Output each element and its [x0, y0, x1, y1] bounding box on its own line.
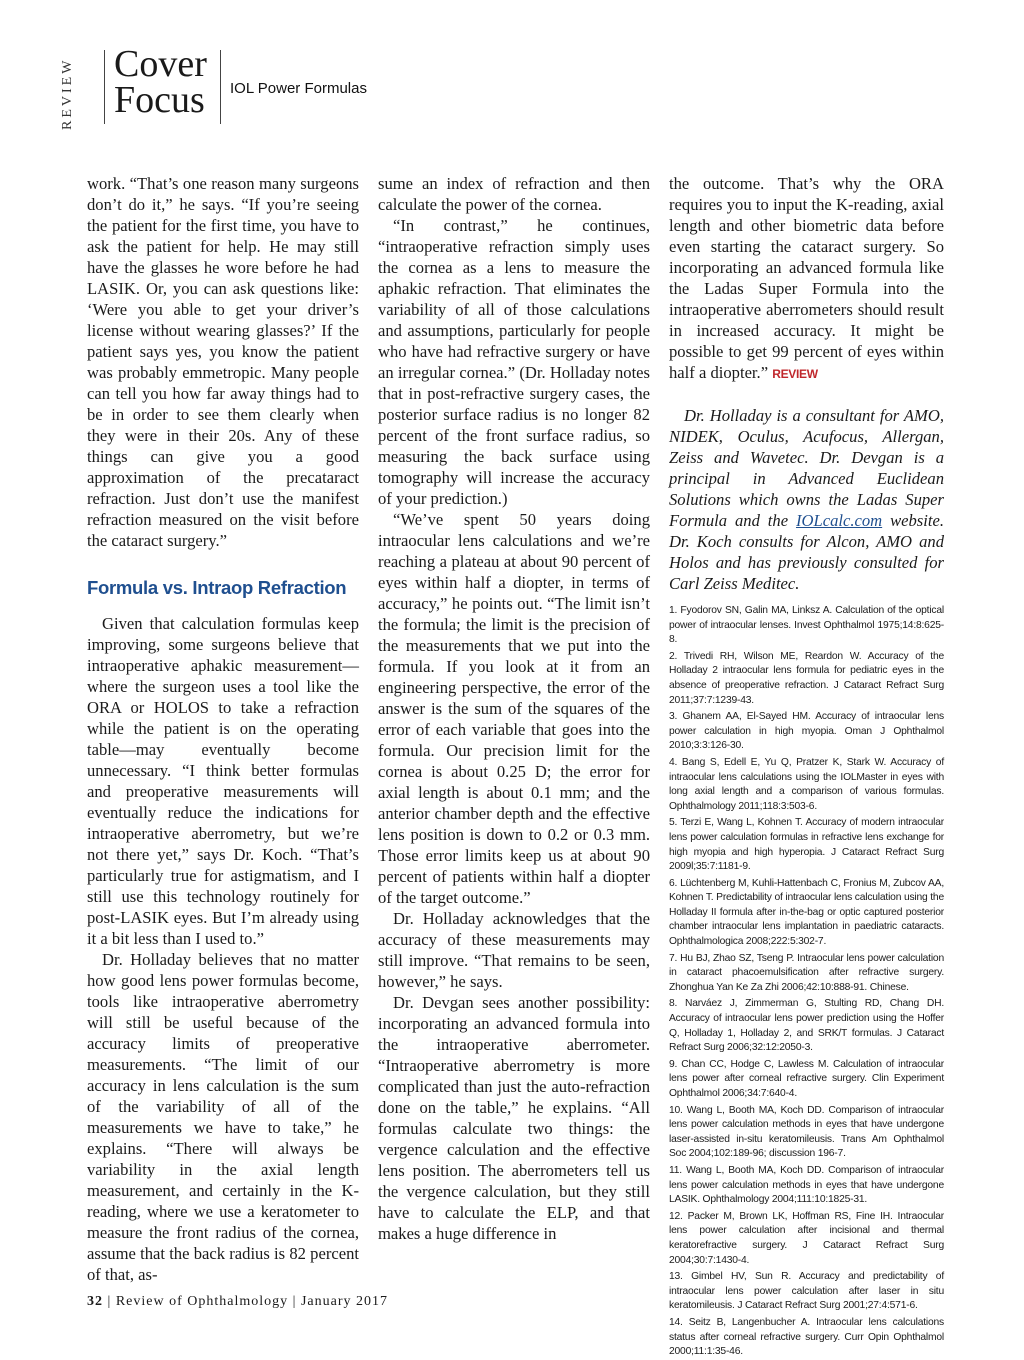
reference-item: 12. Packer M, Brown LK, Hoffman RS, Fine IH. Intraocular lens power calculation after incisional and thermal keratorefractive surgery. J Cataract Refract Surg 2004;30:7:1430-4. [669, 1210, 944, 1266]
disclosure-text: Dr. Holladay is a consultant for AMO, NIDEK, Oculus, Acufocus, Allergan, Zeiss and Wavetec. Dr. Devgan is a principal in Advanced Euclidean Solutions which owns the Ladas Super Formula and the [669, 406, 944, 530]
paragraph: work. “That’s one reason many surgeons don’t do it,” he says. “If you’re seeing the patient for the first time, you have to ask the patient for help. He may still have the glasses he wore before he had LASIK. Or, you can ask questions like: ‘Were you able to get your driver’s license without wearing glasses?’ If the patient says yes, you know the patient was probably emmetropic. Many people can tell you how far away things had to be in order to see them clearly when they were in their 20s. Any of these things can give you a good approximation of the precataract refraction. Just don’t use the manifest refraction measured on the visit before the cataract surgery.” [87, 174, 359, 550]
cover-title-line2: Focus [114, 79, 205, 121]
reference-item: 8. Narváez J, Zimmerman G, Stulting RD, Chang DH. Accuracy of intraocular lens power prediction using the Hoffer Q, Holladay 1, Holladay 2, and SRK/T formulas. J Cataract Refract Surg 2006;32:12:2050-3. [669, 998, 944, 1054]
reference-item: 6. Lüchtenberg M, Kuhli-Hattenbach C, Fronius M, Zubcov AA, Kohnen T. Predictability of intraocular lens calculation using the Holladay II formula after in-the-bag or optic captured posterior chamber intraocular lens implantation in paediatric cataracts. Ophthalmologica 2008;222:5:302-7. [669, 877, 944, 948]
reference-item: 5. Terzi E, Wang L, Kohnen T. Accuracy of modern intraocular lens power calculation formulas in refractive lens exchange for high myopia and high hyperopia. J Cataract Refract Surg 2009l;35:7:1181-9. [669, 817, 944, 873]
paragraph: Dr. Holladay acknowledges that the accuracy of these measurements may still improve. “That remains to be seen, however,” he says. [378, 909, 650, 991]
footer-separator: | [107, 1294, 116, 1309]
iolcalc-link[interactable]: IOLcalc.com [795, 511, 883, 530]
section-title: IOL Power Formulas [230, 80, 367, 97]
subheading: Formula vs. Intraop Refraction [87, 577, 347, 598]
reference-item: 9. Chan CC, Hodge C, Lawless M. Calculation of intraocular lens power after corneal refractive surgery. Clin Experiment Ophthalmol 2006;34:7:640-4. [669, 1058, 944, 1099]
reference-item: 4. Bang S, Edell E, Yu Q, Pratzer K, Stark W. Accuracy of intraocular lens calculations using the IOLMaster in eyes with long axial length and a comparison of various formulas. Ophthalmology 2011;118:3:503-6. [669, 756, 944, 812]
publication-name: Review of Ophthalmology [115, 1294, 289, 1309]
author-disclosure [669, 405, 944, 594]
article-column-3 [669, 173, 944, 1358]
issue-date: January 2017 [300, 1294, 388, 1309]
paragraph: sume an index of refraction and then calculate the power of the cornea. [378, 174, 650, 214]
reference-item: 7. Hu BJ, Zhao SZ, Tseng P. Intraocular lens power calculation in cataract phacoemulsification after refractive surgery. Zhonghua Yan Ke Za Zhi 2006;42:10:888-91. Chinese. [669, 952, 944, 993]
paragraph: Given that calculation formulas keep improving, some surgeons believe that intraoperative aphakic measurement—where the surgeon uses a tool like the ORA or HOLOS to take a refraction while the patient is on the operating table—may eventually become unnecessary. “I think better formulas and preoperative measurements will eventually reduce the indications for intraoperative aberrometry, but we’re not there yet,” says Dr. Koch. “That’s particularly true for astigmatism, and I still use this technology routinely for post-LASIK eyes. But I’m already using it a bit less than I used to.” [87, 614, 359, 948]
page-footer [87, 1294, 388, 1310]
paragraph: “We’ve spent 50 years doing intraocular lens calculations and we’re reaching a plateau at about 90 percent of eyes within half a diopter, in terms of accuracy,” he points out. “The limit isn’t the formula; the limit is the precision of the measurements that we put into the formula. If you look at it from an engineering perspective, the error of the answer is the sum of the squares of the error of each variable that goes into the formula. Our precision limit for the cornea is about 0.25 D; the error for axial length is about 0.1 mm; and the anterior chamber depth and the effective lens position is down to 0.2 or 0.3 mm. Those error limits keep us at about 90 percent of patients within half a diopter of the target outcome.” [378, 510, 650, 907]
cover-title-line1: Cover [114, 43, 207, 85]
references-list [669, 604, 944, 1360]
page-number: 32 [87, 1294, 103, 1309]
reference-item: 11. Wang L, Booth MA, Koch DD. Comparison of intraocular lens power calculation methods in eyes that have undergone LASIK. Ophthalmology 2004;111:10:1825-31. [669, 1164, 944, 1206]
reference-item: 13. Gimbel HV, Sun R. Accuracy and predictability of intraocular lens power calculation after laser in situ keratomileusis. J Cataract Refract Surg 2001;27:4:571-6. [669, 1271, 944, 1312]
review-vertical-label: REVIEW [60, 57, 75, 130]
paragraph [669, 173, 944, 385]
header-divider [220, 50, 221, 124]
reference-item: 3. Ghanem AA, El-Sayed HM. Accuracy of intraocular lens power calculation in high myopia. Oman J Ophthalmol 2010;3:3:126-30. [669, 711, 944, 752]
review-end-mark: REVIEW [772, 367, 818, 381]
paragraph: “In contrast,” he continues, “intraoperative refraction simply uses the cornea as a lens to measure the aphakic refraction. That eliminates the variability of all of those calculations and assumptions, particularly for people who have had refractive surgery or have an irregular cornea.” (Dr. Holladay notes that in post-refractive surgery cases, the posterior surface radius is no longer 82 percent of the front surface radius, so measuring the back surface using tomography will increase the accuracy of your prediction.) [378, 216, 650, 508]
reference-item: 10. Wang L, Booth MA, Koch DD. Comparison of intraocular lens power calculation methods in eyes that have undergone laser-assisted in-situ keratomileusis. Trans Am Ophthalmol Soc 2004;102:189-96; discussion 196-7. [669, 1104, 944, 1160]
article-column-1 [87, 173, 359, 1284]
paragraph-text: the outcome. That’s why the ORA requires you to input the K-reading, axial length and other biometric data before even starting the cataract surgery. So incorporating an advanced formula like the Ladas Super Formula into the intraoperative aberrometers should result in increased accuracy. It might be possible to get 99 percent of eyes within half a diopter.” [669, 174, 944, 382]
paragraph: Dr. Devgan sees another possibility: incorporating an advanced formula into the intraoperative aberrometer. “Intraoperative aberrometry is more complicated than just the auto-refraction done on the table,” he explains. “All formulas calculate two things: the vergence calculation and the effective lens position. The aberrometers tell us the vergence calculation, but they still have to calculate the ELP, and that makes a huge difference in [378, 993, 650, 1243]
disclosure-text: website. Dr. Koch consults for Alcon, AMO and Holos and has previously consulted for Carl Zeiss Meditec. [669, 511, 944, 593]
reference-item: 2. Trivedi RH, Wilson ME, Reardon W. Accuracy of the Holladay 2 intraocular lens formula for pediatric eyes in the absence of preoperative refraction. J Cataract Refract Surg 2011;37:7:1239-43. [669, 650, 944, 706]
footer-separator: | [292, 1294, 301, 1309]
reference-item: 14. Seitz B, Langenbucher A. Intraocular lens calculations status after corneal refractive surgery. Curr Opin Ophthalmol 2000;11:1:35-46. [669, 1316, 944, 1358]
header-divider [104, 50, 105, 124]
cover-focus-title [114, 43, 207, 121]
article-column-2 [378, 173, 650, 1273]
paragraph: Dr. Holladay believes that no matter how good lens power formulas become, tools like intraoperative aberrometry will still be useful because of the accuracy limits of preoperative measurements. “The limit of our accuracy in lens calculation is the sum of the variability of all of the measurements we have to take,” he explains. “There will always be variability in the axial length measurement, and certainly in the K-reading, where we use a keratometer to measure the front radius of the cornea, assume that the back radius is 82 percent of that, as- [87, 950, 359, 1284]
reference-item: 1. Fyodorov SN, Galin MA, Linksz A. Calculation of the optical power of intraocular lenses. Invest Ophthalmol 1975;14:8:625-8. [669, 605, 944, 646]
